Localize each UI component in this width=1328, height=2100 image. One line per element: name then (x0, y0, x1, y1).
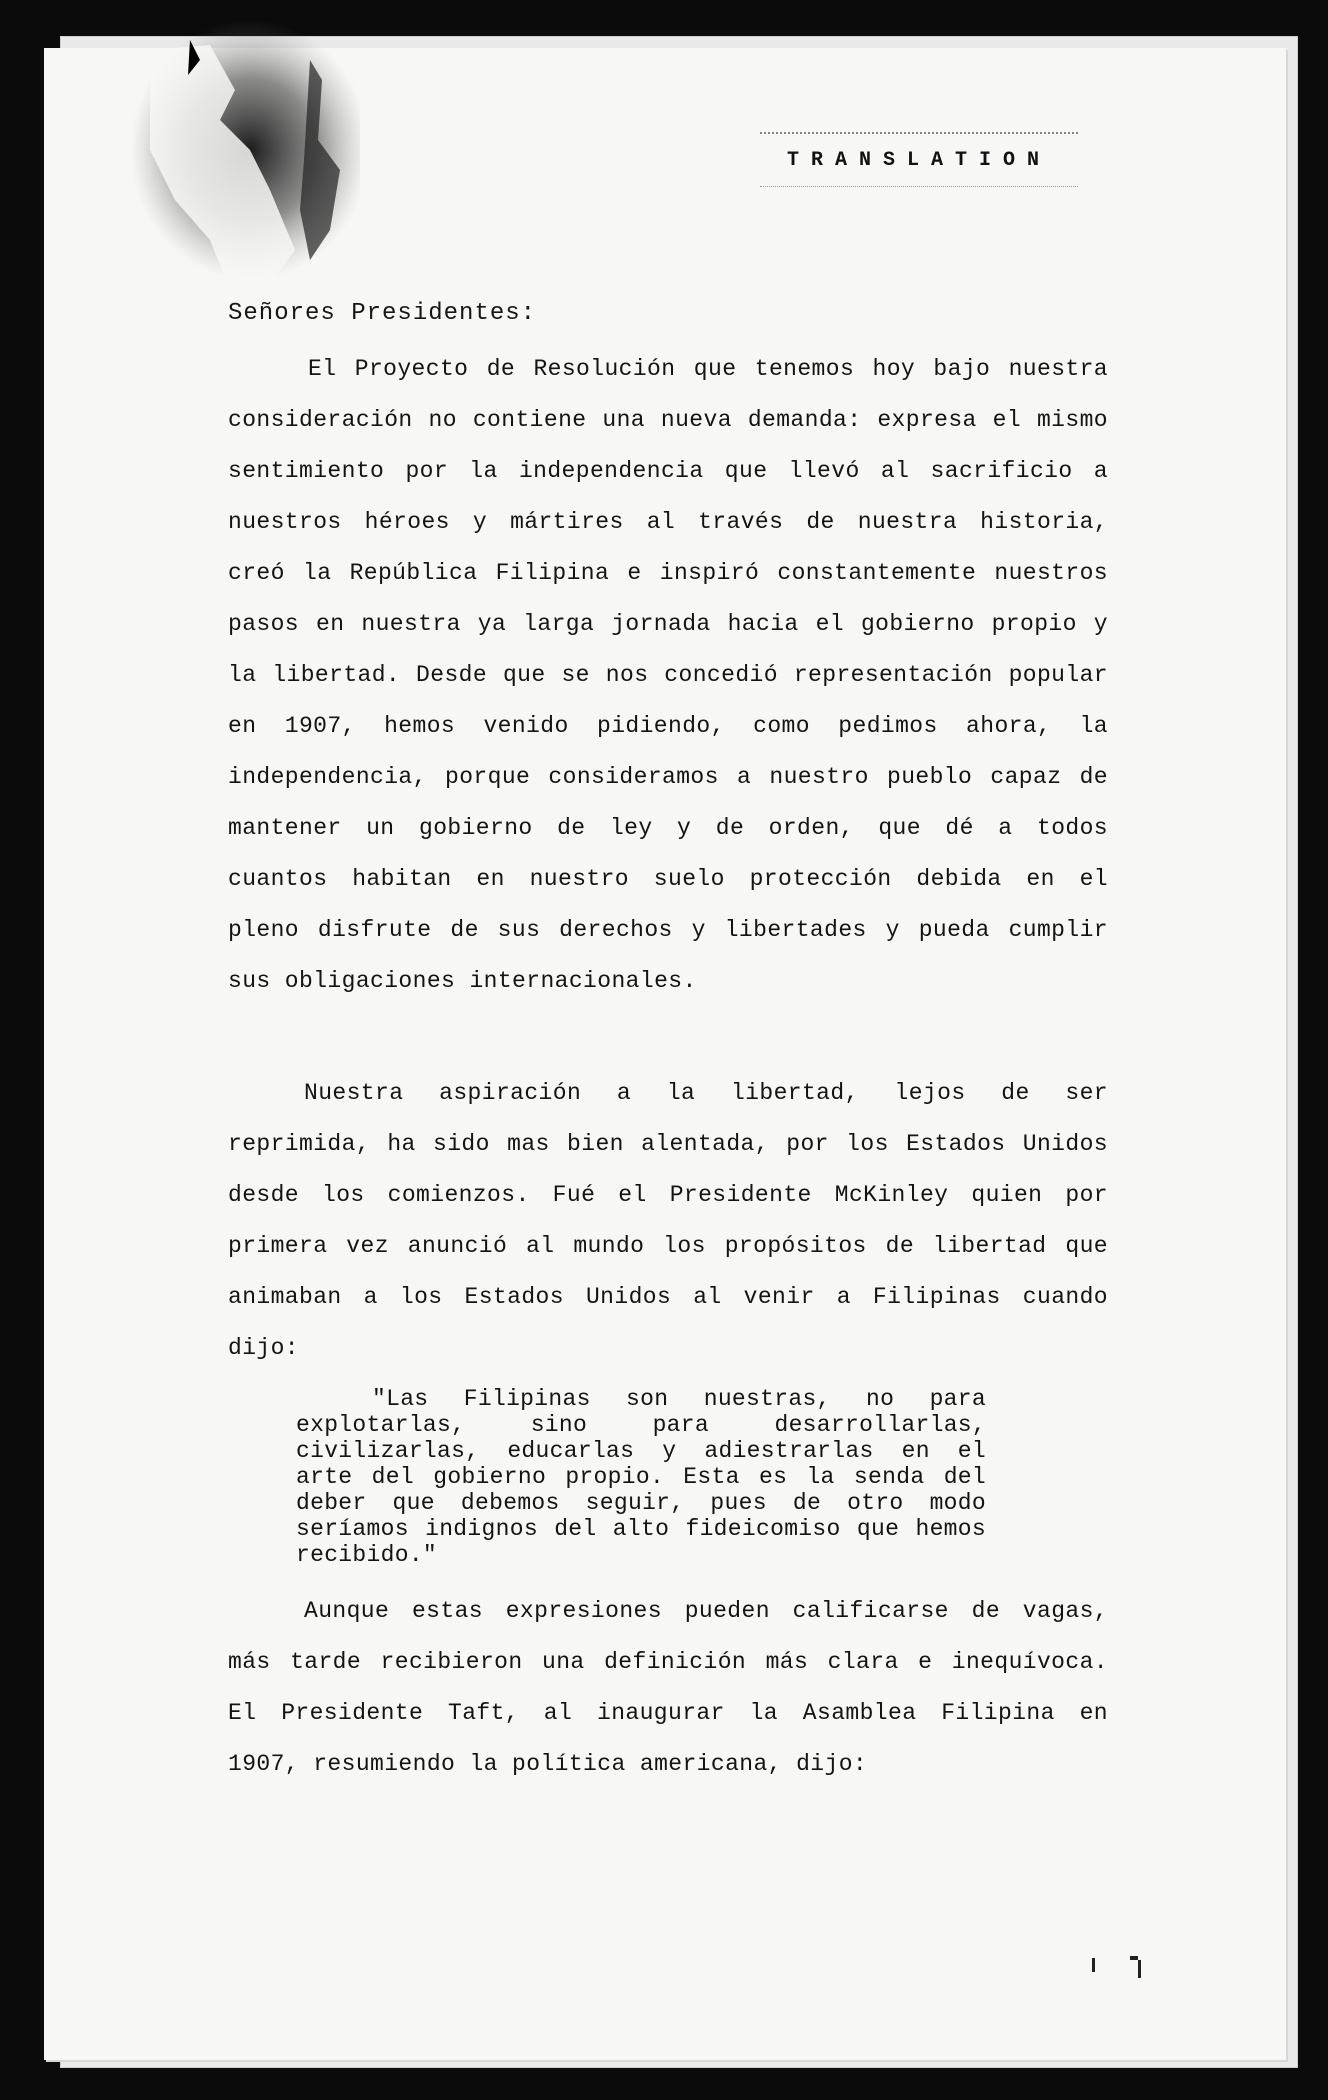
paragraph-1: El Proyecto de Resolución que tenemos hoy bajo nuestra consideración no contiene una nueva demanda: expresa el mismo sentimiento por la independencia que llevó al sacrificio a nuestros héroes y mártires al través de nuestra historia, creó la República Filipina e inspiró constantemente nuestros pasos en nuestra ya larga jornada hacia el gobierno propio y la libertad. Desde que se nos concedió representación popular en 1907, hemos venido pidiendo, como pedimos ahora, la independencia, porque consideramos a nuestro pueblo capaz de mantener un gobierno de ley y de orden, que dé a todos cuantos habitan en nuestro suelo protección debida en el pleno disfrute de sus derechos y libertades y pueda cumplir sus obligaciones internacionales. (228, 356, 1108, 994)
quoted-statement: "Las Filipinas son nuestras, no para explotarlas, sino para desarrollarlas, civilizarlas, educarlas y adiestrarlas en el arte del gobierno propio. Esta es la senda del deber que debemos seguir, pues de otro modo seríamos indignos del alto fideicomiso que hemos recibido." (296, 1386, 986, 1568)
paragraph-3: Aunque estas expresiones pueden calificarse de vagas, más tarde recibieron una definición más clara e inequívoca. El Presidente Taft, al inaugurar la Asamblea Filipina en 1907, resumiendo la política americana, dijo: (228, 1598, 1108, 1777)
translation-label: TRANSLATION (760, 132, 1078, 187)
paragraph-2: Nuestra aspiración a la libertad, lejos de ser reprimida, ha sido mas bien alentada, por los Estados Unidos desde los comienzos. Fué el Presidente McKinley quien por primera vez anunció al mundo los propósitos de libertad que animaban a los Estados Unidos al venir a Filipinas cuando dijo: (228, 1080, 1108, 1361)
salutation: Señores Presidentes: (228, 300, 537, 327)
